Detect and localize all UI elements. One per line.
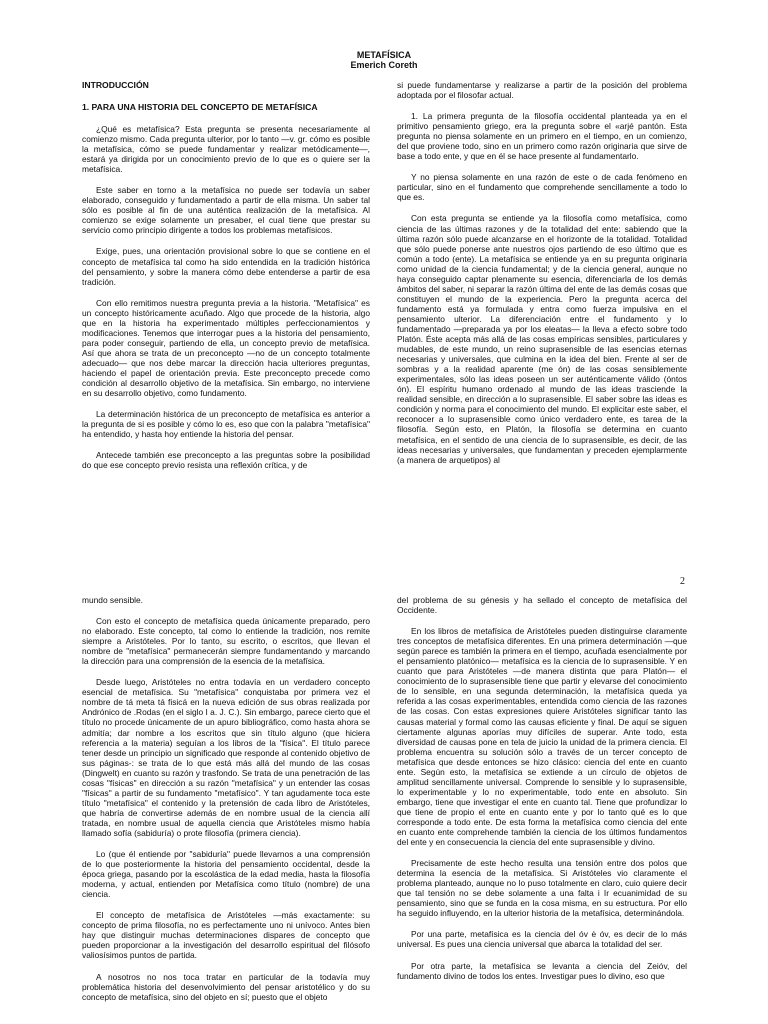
paragraph: La determinación histórica de un preconcepto de metafísica es anterior a la pregunta de si es posible y cómo lo es, eso que con la palabra "metafísica" ha entendido, y hasta hoy entiende la historia del pensar. — [82, 409, 370, 440]
paragraph: Por otra parte, la metafísica se levanta a ciencia del Zeióv, del fundamento divino de todos los entes. Investigar pues lo divino, eso que — [397, 960, 687, 981]
section-heading: INTRODUCCIÓN — [82, 80, 149, 90]
paragraph: A nosotros no nos toca tratar en particular de la todavía muy problemática historia del desenvolvimiento del pensar aristotélico y do su concepto de metafísica, sino del objeto en sí; puesto que el objeto — [82, 971, 370, 1002]
paragraph: Con esto el concepto de metafísica queda únicamente preparado, pero no elaborado. Este concepto, tal como lo entiende la tradición, nos remite siempre a Aristóteles. Por lo tanto, su escrito, o escritos, que llevan el nombre de "metafísica" permanecerán siempre fundamentando y marcando la dirección para una comprensión de la esencia de la metafísica. — [82, 616, 370, 667]
paragraph: Exige, pues, una orientación provisional sobre lo que se contiene en el concepto de metafísica tal como ha sido entendida en la tradición histórica del pensamiento, y sobre la manera cómo debe entenderse a partir de esa tradición. — [82, 246, 370, 287]
paragraph: Con ello remitimos nuestra pregunta previa a la historia. "Metafísica" es un concepto históricamente acuñado. Algo que procede de la historia, algo que en la historia ha experimentado múltiples perfeccionamientos y modificaciones. Tenemos que interrogar pues a la historia del pensamiento, para poder conseguir, partiendo de ella, un concepto previo de metafísica. Así que ahora se trata de un preconcepto —no de un concepto totalmente adecuado— que nos debe marcar la dirección hacia ulteriores preguntas, haciendo el papel de orientación previa. Este preconcepto precede como condición al desarrollo objetivo de la metafísica. Sin embargo, no interviene en su desarrollo objetivo, como fundamento. — [82, 297, 370, 399]
right-column — [397, 595, 687, 992]
paragraph: si puede fundamentarse y realizarse a partir de la posición del problema adoptada por el filosofar actual. — [397, 80, 687, 101]
paragraph: El concepto de metafísica de Aristóteles —más exactamente: su concepto de prima filosofía, no es perfectamente uno ni unívoco. Antes bien hay que distinguir muchas determinaciones dispares de concepto que pueden proporcionar a la investigación del desarrollo espiritual del filósofo valiosísimos puntos de partida. — [82, 910, 370, 961]
paragraph: Desde luego, Aristóteles no entra todavía en un verdadero concepto esencial de metafísica. Su "metafísica" conquistaba por primera vez el nombre de tá meta tá fisicá en la nueva edición de sus obras realizada por Andrónico de .Rodas (en el siglo I a. J. C.). Sin embargo, parece cierto que el título no procede únicamente de un apuro bibliográfico, como hasta ahora se admitía; dar nombre a los escritos que sin título alguno (que hiciera referencia a la materia) seguían a los libros de la "física". El título parece tener desde un principio un significado que responde al contenido objetivo de sus páginas-: se trata de lo que está más allá del mundo de las cosas (Dingwelt) en cuanto su razón y trasfondo. Se trata de una penetración de las cosas "físicas" en dirección a su razón "metafísica" y un entender las cosas "físicas" a partir de su fundamento "metafísico". Y tan agudamente toca este título "metafísica" el contenido y la pretensión de cada libro de Aristóteles, que habría de convertirse además de en nombre usual de la ciencia allí tratada, en nombre usual de aquella ciencia que Aristóteles mismo había llamado sofía (sabiduría) o prote filosofía (primera ciencia). — [82, 677, 370, 838]
left-column — [82, 80, 370, 481]
document-page-2 — [0, 576, 768, 1024]
paragraph: ¿Qué es metafísica? Esta pregunta se presenta necesariamente al comienzo mismo. Cada pregunta ulterior, por lo tanto —v. gr. cómo es posible la metafísica, cómo se puede fundamentar y realizar metódicamente—, estará ya dirigida por un conocimiento previo de lo que es o quiere ser la metafísica. — [82, 124, 370, 175]
paragraph: Precisamente de este hecho resulta una tensión entre dos polos que determina la esencia de la metafísica. Si Aristóteles vio claramente el problema planteado, aunque no lo puso totalmente en claro, cuio quiere decir que tal tensión no se debe solamente a una falta i Ir ecuanimidad de su pensamiento, sino que se funda en la cosa misma, en su estructura. Por ello ha seguido influyendo, en la ulterior historia de la metafísica, determinándola. — [397, 858, 687, 919]
paragraph: Este saber en torno a la metafísica no puede ser todavía un saber elaborado, conseguido y fundamentado a partir de ella misma. Un saber tal sólo es posible al fin de una auténtica realización de la metafísica. Al comienzo se exige solamente un presaber, el cual tiene que prestar su servicio como principio dirigente a todos los problemas metafísicos. — [82, 185, 370, 236]
page-number: 2 — [680, 576, 685, 587]
paragraph: Lo (que él entiende por "sabiduría" puede llevarnos a una comprensión de lo que posteriormente la historia del pensamiento occidental, desde la época griega, pasando por la escolástica de la edad media, hasta la filosofía moderna, y actual, entienden por Metafísica como título (nombre) de una ciencia. — [82, 849, 370, 900]
right-column — [397, 80, 687, 476]
left-column — [82, 595, 370, 1013]
subsection-heading: 1. PARA UNA HISTORIA DEL CONCEPTO DE METAFÍSICA — [82, 102, 318, 112]
document-author: Emerich Coreth — [350, 60, 418, 70]
paragraph: 1. La primera pregunta de la filosofía occidental planteada ya en el primitivo pensamiento griego, era la pregunta sobre el «arjé pantón. Esta pregunta no piensa solamente en un primero en el tiempo, en un comienzo, del que proviene todo, sino en un primero como razón originaria que sirve de base a todo ente, y que en él se hace presente al fundamentarlo. — [397, 111, 687, 162]
document-title: METAFÍSICA — [356, 50, 412, 60]
paragraph: En los libros de metafísica de Aristóteles pueden distinguirse claramente tres conceptos de metafísica diferentes. En una primera determinación —que según parece es también la primera en el tiempo, acuñada esencialmente por el pensamiento platónico— metafísica es la ciencia de lo suprasensible. Y en cuanto que para Aristóteles —de manera distinta que para Platón— el conocimiento de lo suprasensible tiene que partir y elevarse del conocimiento de lo sensible, en una segunda determinación, la metafísica queda ya referida a las cosas experimentables, entendida como ciencia de las razones de las cosas. Con estas expresiones quiere Aristóteles significar tanto las causas material y formal como las causas eficiente y final. De aquí se siguen ciertamente algunas aporías muy difíciles de superar. Ante todo, esta diversidad de causas pone en tela de juicio la unidad de la primera ciencia. El problema encuentra su solución sólo a través de un tercer concepto de metafísica que desde entonces se hizo clásico: ciencia del ente en cuanto ente. Según esto, la metafísica se extiende a un círculo de objetos de amplitud sencillamente universal. Comprende lo sensible y lo suprasensible, lo experimentable y lo no experimentable, todo ente en absoluto. Sin embargo, tiene que investigar el ente en cuanto tal. Tiene que profundizar lo que tiene de propio el ente en cuanto ente y por lo tanto qué es lo que corresponde a todo ente. De esta forma la metafísica como ciencia del ente en cuanto ente comprehende también la ciencia de los últimos fundamentos del ente y en consecuencia la ciencia del ente suprasensible y divino. — [397, 626, 687, 848]
paragraph: Por una parte, metafísica es la ciencia del óv ė óv, es decir de lo más universal. Es pues una ciencia universal que abarca la totalidad del ser. — [397, 929, 687, 950]
paragraph: del problema de su génesis y ha sellado el concepto de metafísica del Occidente. — [397, 595, 687, 616]
paragraph: Con esta pregunta se entiende ya la filosofía como metafísica, como ciencia de las últimas razones y de la totalidad del ente: sabiendo que la última razón sólo puede alcanzarse en el horizonte de la totalidad. Totalidad que sólo puede ponerse ante nuestros ojos partiendo de eso último que es común a todo (ente). La metafísica se entiende ya en su pregunta originaria como unidad de la ciencia fundamental; y de la ciencia general, aunque no haya conseguido captar plenamente su esencia, diferenciarla de los demás ámbitos del saber, ni separar la razón última del ente de las demás cosas que constituyen el mundo de la experiencia. Pero la pregunta acerca del fundamento está ya formulada y entra como fuerza impulsiva en el pensamiento ulterior. La diferenciación entre el fundamento y lo fundamentado —preparada ya por los eleatas— la lleva a efecto sobre todo Platón. Éste acepta más allá de las cosas empíricas sensibles, particulares y mudables, de este mundo, un reino suprasensible de las esencias eternas necesarias y universales, que culmina en la idea del bien. Frente al ser de sombras y a la realidad aparente (me ón) de las cosas sensiblemente experimentales, sólo las ideas poseen un ser auténticamente válido (óntos ón). El espíritu humano ordenado al mundo de las ideas trasciende la realidad sensible, en dirección a lo suprasensible. El saber sobre las ideas es condición y norma para el conocimiento del mundo. El explicitar este saber, el reconocer a lo suprasensible como único verdadero ente, es tarea de la filosofía. Según esto, en Platón, la filosofía se determina en cuanto metafísica, en el sentido de una ciencia de lo suprasensible, es decir, de las ideas necesarias y universales, que fundamentan y preceden ejemplarmente (a manera de arquetipos) al — [397, 213, 687, 465]
paragraph: Antecede también ese preconcepto a las preguntas sobre la posibilidad do que ese concepto previo resista una reflexión crítica, y de — [82, 450, 370, 471]
paragraph: Y no piensa solamente en una razón de este o de cada fenómeno en particular, sino en el fundamento que comprehende sencillamente a todo lo que es. — [397, 172, 687, 203]
paragraph: mundo sensible. — [82, 595, 143, 605]
